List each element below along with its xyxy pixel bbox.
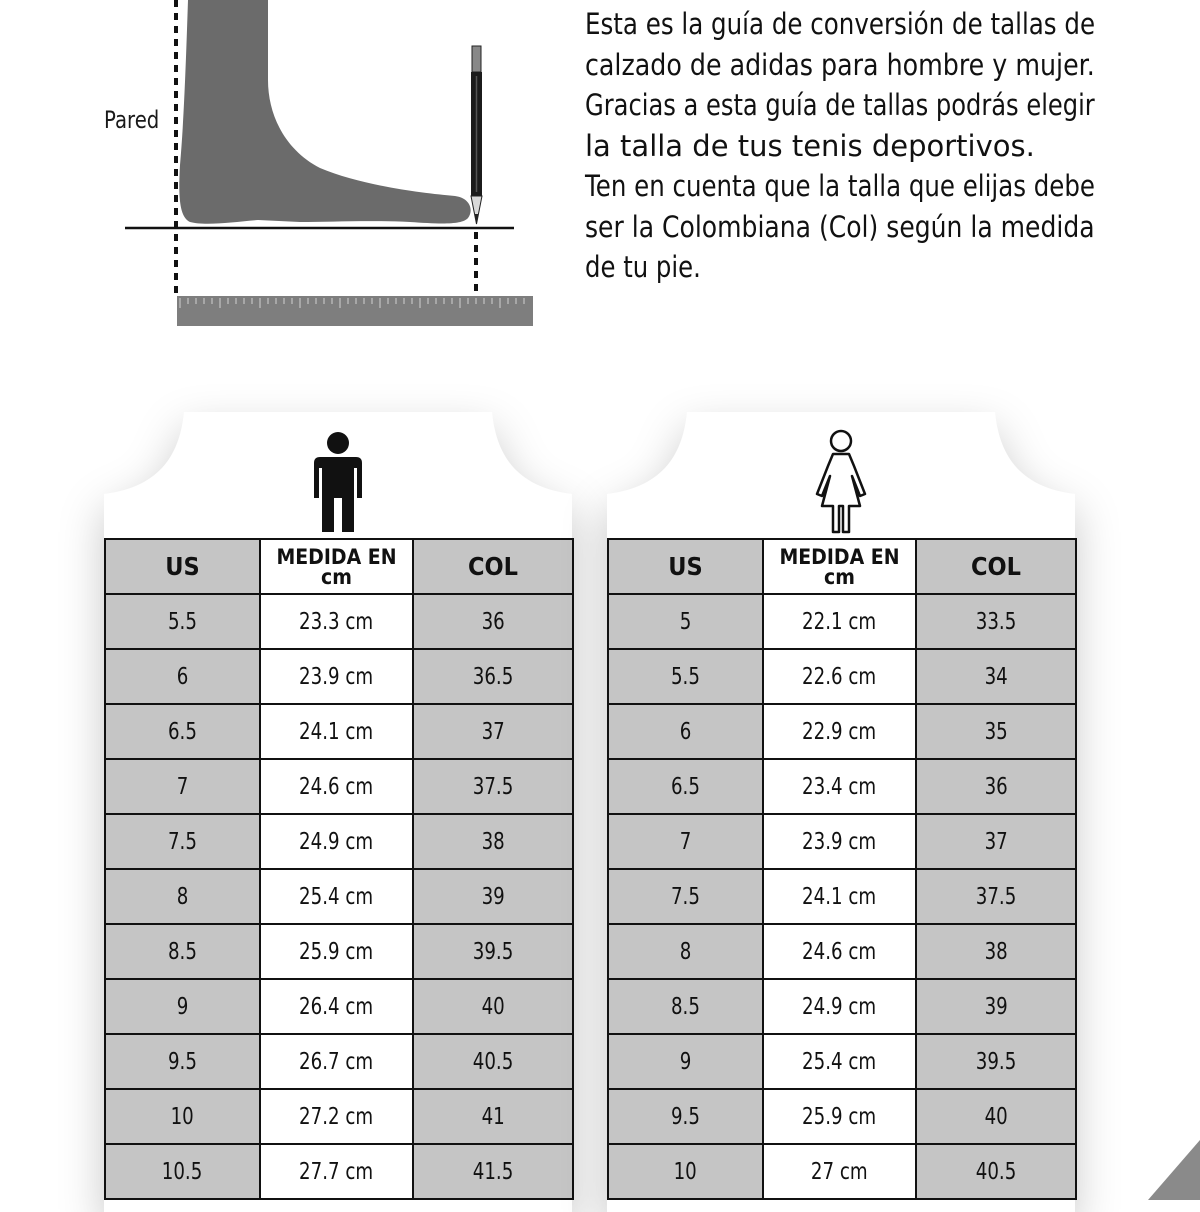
table-row xyxy=(105,759,573,814)
foot-measure-illustration xyxy=(0,0,560,340)
cell-us: 8 xyxy=(105,869,260,924)
cell-us: 6.5 xyxy=(105,704,260,759)
wall-label: Pared xyxy=(104,106,160,134)
cell-us: 9 xyxy=(608,1034,763,1089)
cell-us: 5 xyxy=(608,594,763,649)
table-row xyxy=(608,1089,1076,1144)
cell-col: 41 xyxy=(413,1089,573,1144)
corner-decoration xyxy=(1140,1130,1200,1200)
intro-line: calzado de adidas para hombre y mujer. xyxy=(585,47,1095,82)
cell-medida: 24.6 cm xyxy=(260,759,413,814)
table-row xyxy=(105,1034,573,1089)
pencil-icon xyxy=(471,46,482,224)
cell-medida: 22.9 cm xyxy=(763,704,916,759)
column-header-us: US xyxy=(608,539,763,594)
women-size-card xyxy=(607,412,1075,1212)
men-size-card xyxy=(104,412,572,1212)
cell-us: 10.5 xyxy=(105,1144,260,1199)
table-row xyxy=(105,649,573,704)
cell-medida: 25.4 cm xyxy=(260,869,413,924)
table-row xyxy=(608,814,1076,869)
cell-col: 33.5 xyxy=(916,594,1076,649)
cell-medida: 23.3 cm xyxy=(260,594,413,649)
women-table-body xyxy=(608,594,1076,1199)
cell-us: 9.5 xyxy=(608,1089,763,1144)
cell-medida: 24.1 cm xyxy=(260,704,413,759)
man-icon xyxy=(294,426,382,534)
table-row xyxy=(105,1089,573,1144)
cell-col: 39.5 xyxy=(413,924,573,979)
cell-col: 34 xyxy=(916,649,1076,704)
table-row xyxy=(608,1034,1076,1089)
cell-medida: 22.1 cm xyxy=(763,594,916,649)
cell-medida: 24.9 cm xyxy=(260,814,413,869)
table-row xyxy=(105,1144,573,1199)
cell-col: 39 xyxy=(916,979,1076,1034)
cell-col: 36 xyxy=(413,594,573,649)
intro-line: Esta es la guía de conversión de tallas de xyxy=(585,7,1096,41)
cell-col: 36.5 xyxy=(413,649,573,704)
cell-col: 37.5 xyxy=(916,869,1076,924)
cell-col: 40 xyxy=(413,979,573,1034)
cell-col: 40.5 xyxy=(916,1144,1076,1199)
cell-medida: 25.9 cm xyxy=(763,1089,916,1144)
cell-medida: 26.7 cm xyxy=(260,1034,413,1089)
men-table-body xyxy=(105,594,573,1199)
cell-us: 5.5 xyxy=(608,649,763,704)
cell-us: 9.5 xyxy=(105,1034,260,1089)
cell-medida: 27 cm xyxy=(763,1144,916,1199)
table-row xyxy=(608,979,1076,1034)
cell-col: 41.5 xyxy=(413,1144,573,1199)
column-header-us: US xyxy=(105,539,260,594)
cell-col: 40.5 xyxy=(413,1034,573,1089)
cell-us: 7 xyxy=(105,759,260,814)
ruler-icon xyxy=(177,296,533,326)
column-header-medida: MEDIDA EN cm xyxy=(260,539,413,594)
women-size-table xyxy=(607,538,1077,1200)
table-row xyxy=(608,594,1076,649)
table-header-row xyxy=(105,539,573,594)
cell-medida: 23.9 cm xyxy=(260,649,413,704)
cell-medida: 22.6 cm xyxy=(763,649,916,704)
table-header-row xyxy=(608,539,1076,594)
cell-col: 38 xyxy=(413,814,573,869)
table-row xyxy=(608,759,1076,814)
column-header-col: COL xyxy=(916,539,1076,594)
table-row xyxy=(105,924,573,979)
table-row xyxy=(608,1144,1076,1199)
cell-col: 36 xyxy=(916,759,1076,814)
cell-medida: 24.9 cm xyxy=(763,979,916,1034)
intro-line: ser la Colombiana (Col) según la medida xyxy=(585,209,1095,244)
cell-us: 8.5 xyxy=(608,979,763,1034)
cell-us: 10 xyxy=(608,1144,763,1199)
cell-us: 9 xyxy=(105,979,260,1034)
intro-line: Ten en cuenta que la talla que elijas debe xyxy=(585,169,1095,203)
cell-us: 8.5 xyxy=(105,924,260,979)
cell-us: 7 xyxy=(608,814,763,869)
cell-us: 10 xyxy=(105,1089,260,1144)
table-row xyxy=(105,979,573,1034)
foot-icon xyxy=(179,0,470,224)
intro-line: Gracias a esta guía de tallas podrás elegir xyxy=(585,88,1095,122)
foot-measure-drawing xyxy=(0,0,560,340)
cell-us: 6.5 xyxy=(608,759,763,814)
cell-medida: 25.9 cm xyxy=(260,924,413,979)
intro-text xyxy=(585,4,1095,288)
cell-us: 6 xyxy=(608,704,763,759)
cell-us: 7.5 xyxy=(608,869,763,924)
cell-col: 39.5 xyxy=(916,1034,1076,1089)
cell-col: 38 xyxy=(916,924,1076,979)
cell-medida: 24.6 cm xyxy=(763,924,916,979)
table-row xyxy=(105,594,573,649)
table-row xyxy=(608,869,1076,924)
cell-col: 37 xyxy=(413,704,573,759)
cell-us: 8 xyxy=(608,924,763,979)
cell-col: 37 xyxy=(916,814,1076,869)
cell-col: 39 xyxy=(413,869,573,924)
table-row xyxy=(608,704,1076,759)
cell-us: 7.5 xyxy=(105,814,260,869)
cell-medida: 25.4 cm xyxy=(763,1034,916,1089)
cell-medida: 26.4 cm xyxy=(260,979,413,1034)
cell-medida: 24.1 cm xyxy=(763,869,916,924)
table-row xyxy=(105,704,573,759)
intro-line: de tu pie. xyxy=(585,250,701,284)
men-size-table xyxy=(104,538,574,1200)
cell-medida: 23.9 cm xyxy=(763,814,916,869)
table-row xyxy=(608,924,1076,979)
column-header-medida: MEDIDA EN cm xyxy=(763,539,916,594)
cell-col: 35 xyxy=(916,704,1076,759)
cell-us: 5.5 xyxy=(105,594,260,649)
cell-medida: 23.4 cm xyxy=(763,759,916,814)
table-row xyxy=(608,649,1076,704)
cell-us: 6 xyxy=(105,649,260,704)
table-row xyxy=(105,814,573,869)
cell-medida: 27.2 cm xyxy=(260,1089,413,1144)
cell-medida: 27.7 cm xyxy=(260,1144,413,1199)
woman-icon xyxy=(797,426,885,534)
column-header-col: COL xyxy=(413,539,573,594)
table-row xyxy=(105,869,573,924)
intro-line: la talla de tus tenis deportivos. xyxy=(585,128,1035,163)
cell-col: 37.5 xyxy=(413,759,573,814)
cell-col: 40 xyxy=(916,1089,1076,1144)
